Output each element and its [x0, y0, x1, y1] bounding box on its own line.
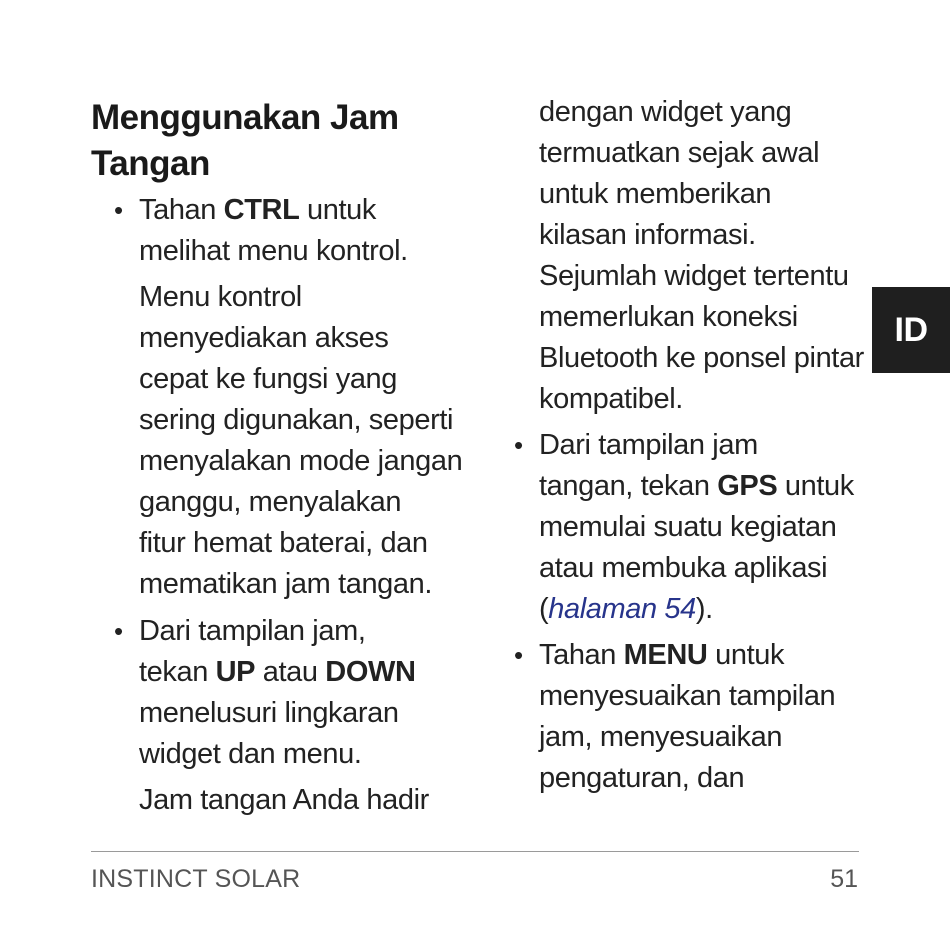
key-ctrl: CTRL	[223, 194, 300, 226]
text-line: Menu kontrol	[139, 281, 302, 313]
page-number: 51	[830, 865, 858, 893]
text-line: memerlukan koneksi	[539, 301, 798, 333]
text-run: atau	[255, 656, 326, 688]
text-line: fitur hemat baterai, dan	[139, 527, 428, 559]
text-line: jam, menyesuaikan	[539, 721, 783, 753]
paragraph-continuation	[539, 92, 864, 420]
text-line: pengaturan, dan	[539, 762, 745, 794]
bullet-item-gps	[539, 425, 854, 630]
text-line: mematikan jam tangan.	[139, 568, 433, 600]
text-run: untuk	[777, 470, 854, 502]
menu-kontrol-paragraph	[139, 277, 462, 605]
text-run: tangan, tekan	[539, 470, 718, 502]
footer-product-name: INSTINCT SOLAR	[91, 865, 301, 893]
bullet-item-ctrl	[139, 190, 408, 272]
text-line: atau membuka aplikasi	[539, 552, 828, 584]
key-menu: MENU	[623, 639, 708, 671]
text-line: widget dan menu.	[139, 738, 362, 770]
text-line	[539, 466, 854, 507]
text-line: sering digunakan, seperti	[139, 404, 454, 436]
key-down: DOWN	[325, 656, 416, 688]
text-line	[139, 652, 416, 693]
text-line: termuatkan sejak awal	[539, 137, 820, 169]
text-line	[539, 589, 854, 630]
text-line: kilasan informasi.	[539, 219, 756, 251]
text-run: Tahan	[539, 639, 624, 671]
section-heading	[91, 95, 399, 187]
text-run: untuk	[707, 639, 785, 671]
bullet-marker: •	[514, 640, 524, 670]
text-line: Dari tampilan jam	[539, 429, 758, 461]
text-run: untuk	[299, 194, 376, 226]
text-line: memulai suatu kegiatan	[539, 511, 837, 543]
text-line: menyediakan akses	[139, 322, 389, 354]
bullet-marker: •	[514, 430, 524, 460]
text-line: melihat menu kontrol.	[139, 235, 408, 267]
text-line: menyesuaikan tampilan	[539, 680, 836, 712]
page-reference-link[interactable]: halaman 54	[548, 593, 696, 625]
language-tab: ID	[872, 287, 950, 373]
jam-tangan-paragraph	[139, 780, 429, 821]
text-line: kompatibel.	[539, 383, 683, 415]
text-line: menelusuri lingkaran	[139, 697, 399, 729]
text-line: Dari tampilan jam,	[139, 615, 366, 647]
bullet-marker: •	[114, 616, 124, 646]
text-run: ).	[695, 593, 713, 625]
key-gps: GPS	[717, 470, 778, 502]
footer-divider	[91, 851, 859, 852]
key-up: UP	[215, 656, 256, 688]
text-line: ganggu, menyalakan	[139, 486, 402, 518]
heading-line-2: Tangan	[91, 144, 210, 183]
text-line: dengan widget yang	[539, 96, 792, 128]
bullet-marker: •	[114, 195, 124, 225]
text-line: menyalakan mode jangan	[139, 445, 463, 477]
text-line: Bluetooth ke ponsel pintar	[539, 342, 864, 374]
text-line	[139, 190, 408, 231]
text-line: Jam tangan Anda hadir	[139, 784, 429, 816]
text-line: Sejumlah widget tertentu	[539, 260, 849, 292]
text-line: cepat ke fungsi yang	[139, 363, 398, 395]
text-run: (	[539, 593, 549, 625]
text-line	[539, 635, 835, 676]
text-run: tekan	[139, 656, 216, 688]
bullet-item-menu	[539, 635, 835, 799]
bullet-item-up-down	[139, 611, 416, 775]
text-run: Tahan	[139, 194, 224, 226]
text-line: untuk memberikan	[539, 178, 772, 210]
heading-line-1: Menggunakan Jam	[91, 98, 399, 137]
